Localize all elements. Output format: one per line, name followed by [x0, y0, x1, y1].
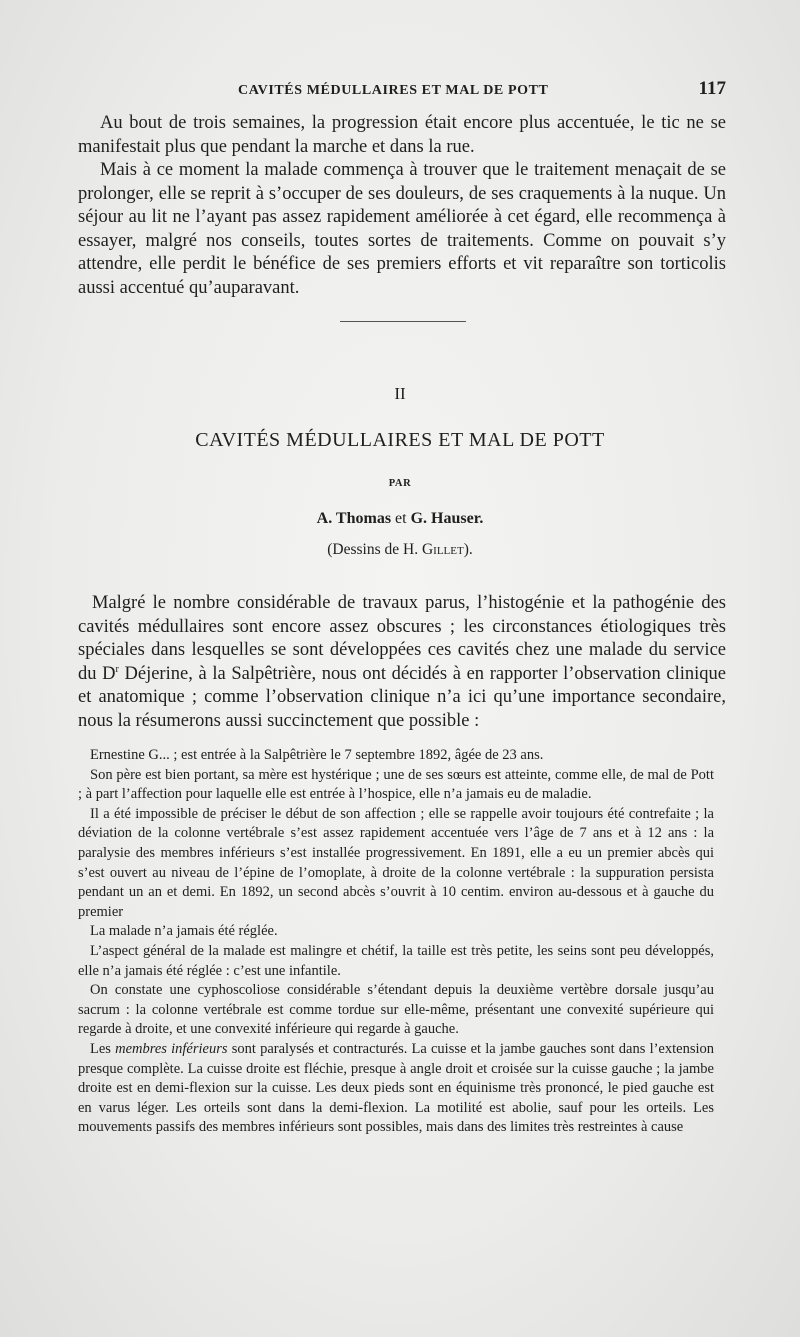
paragraph: [78, 1040, 714, 1138]
paragraph: Son père est bien portant, sa mère est hystérique ; une de ses sœurs est atteinte, comme elle, de mal de Pott ; à part l’affection pour laquelle elle est entrée à l’hospice, elle n’a jamais eu de maladie.: [78, 766, 714, 803]
author-conjunction: et: [395, 510, 407, 527]
article-title: CAVITÉS MÉDULLAIRES ET MAL DE POTT: [195, 429, 605, 451]
page-number: 117: [698, 78, 726, 99]
paragraph: La malade n’a jamais été réglée.: [90, 923, 278, 940]
drawings-credit: [0, 541, 800, 559]
section-number: II: [394, 384, 406, 403]
intro-text: Malgré le nombre considérable de travaux parus, l’histogénie et la pathogénie des cavités médullaires sont encore assez obscures ; les circonstances étiologiques très spéciales dans lesquelles se sont développées ces cavités chez une malade du service du D: [78, 593, 726, 684]
separator-rule: [340, 321, 466, 322]
by-line: PAR: [388, 478, 412, 489]
paragraph: Mais à ce moment la malade commença à trouver que le traitement menaçait de se prolonger, elle se reprit à s’occuper de ses douleurs, de ses craquements à la nuque. Un séjour au lit ne l’ayant pas assez rapidement améliorée à cet égard, elle recommença à essayer, malgré nos conseils, toutes sortes de traitements. Comme on pouvait s’y attendre, elle perdit le bénéfice de ses premiers efforts et vit reparaître son torticolis aussi accentué qu’auparavant.: [78, 160, 726, 298]
running-header: [78, 78, 726, 100]
author-name: A. Thomas: [316, 510, 392, 527]
paragraph: Il a été impossible de préciser le début de son affection ; elle se rappelle avoir toujours été contrefaite ; la déviation de la colonne vertébrale s’est assez rapidement accentuée vers l’âge de 7 ans et à 12 ans : la paralysie des membres inférieurs s’est installée progressivement. En 1891, elle a eu un premier abcès qui s’est ouvert au niveau de l’épine de l’omoplate, à droite de la colonne vertébrale : la suppuration persista pendant un an et demi. En 1892, un second abcès s’ouvrit à 10 centim. environ au-dessous et à gauche du premier: [78, 805, 714, 920]
obs-text: Les: [90, 1040, 116, 1057]
paragraph: Ernestine G... ; est entrée à la Salpêtrière le 7 septembre 1892, âgée de 23 ans.: [90, 747, 544, 763]
paragraph: [78, 592, 726, 733]
introduction: [78, 592, 726, 733]
italic-term: membres inférieurs: [115, 1040, 228, 1057]
intro-text: Déjerine, à la Salpêtrière, nous ont décidés à en rapporter l’observation clinique et anatomique ; comme l’observation clinique n’a ici qu’une importance secondaire, nous la résumerons aussi succinctement que possible :: [78, 663, 726, 731]
drawings-prefix: (Dessins de H.: [327, 541, 419, 558]
running-title: CAVITÉS MÉDULLAIRES ET MAL DE POTT: [238, 83, 549, 98]
paragraph: Au bout de trois semaines, la progression était encore plus accentuée, le tic ne se manifestait plus que pendant la marche et dans la rue.: [78, 113, 726, 157]
drawings-suffix: ).: [463, 541, 473, 558]
illustrator-name: Gillet: [421, 541, 464, 558]
author-name: G. Hauser.: [410, 510, 484, 527]
obs-text: sont paralysés et contracturés. La cuisse et la jambe gauches sont dans l’extension presque complète. La cuisse droite est fléchie, presque à angle droit et croisée sur la cuisse gauche ; la jambe droite est en demi-flexion sur la cuisse. Les deux pieds sont en équinisme très prononcé, le pied gauche est en varus léger. Les orteils sont dans la demi-flexion. La motilité est abolie, sauf pour les orteils. Les mouvements passifs des membres inférieurs sont possibles, mais dans des limites très restreintes à cause: [78, 1040, 714, 1136]
paragraph: On constate une cyphoscoliose considérable s’étendant depuis la deuxième vertèbre dorsale jusqu’au sacrum : la colonne vertébrale est comme tordue sur elle-même, présentant une convexité supérieure qui regarde à droite, et une convexité inférieure qui regarde à gauche.: [78, 982, 714, 1038]
previous-article-text: [78, 112, 726, 300]
superscript: r: [115, 663, 119, 675]
authors: [0, 510, 800, 528]
paragraph: L’aspect général de la malade est malingre et chétif, la taille est très petite, les seins sont peu développés, elle n’a jamais été réglée : c’est une infantile.: [78, 942, 714, 979]
clinical-observation: [78, 746, 714, 1138]
